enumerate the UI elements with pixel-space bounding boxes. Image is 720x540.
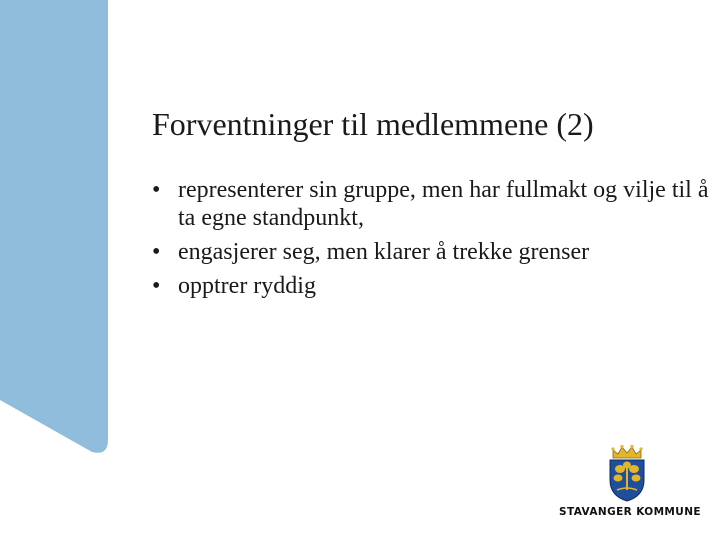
bullet-item — [152, 272, 712, 300]
bullet-text: representerer sin gruppe, men har fullmakt og vilje til å ta egne standpunkt, — [178, 177, 709, 231]
stavanger-crest-icon — [607, 444, 647, 502]
stavanger-kommune-logo — [555, 444, 705, 524]
bullet-item — [152, 238, 712, 266]
bullet-marker: • — [152, 273, 161, 299]
bullet-marker: • — [152, 177, 161, 203]
bullet-text: engasjerer seg, men klarer å trekke grenser — [178, 239, 590, 265]
logo-text: STAVANGER KOMMUNE — [559, 506, 701, 518]
slide-title: Forventninger til medlemmene (2) — [152, 106, 594, 142]
bullet-list — [152, 176, 712, 306]
bullet-text: opptrer ryddig — [178, 273, 316, 299]
bullet-marker: • — [152, 239, 161, 265]
side-decoration-band — [0, 0, 110, 460]
bullet-item — [152, 176, 712, 232]
